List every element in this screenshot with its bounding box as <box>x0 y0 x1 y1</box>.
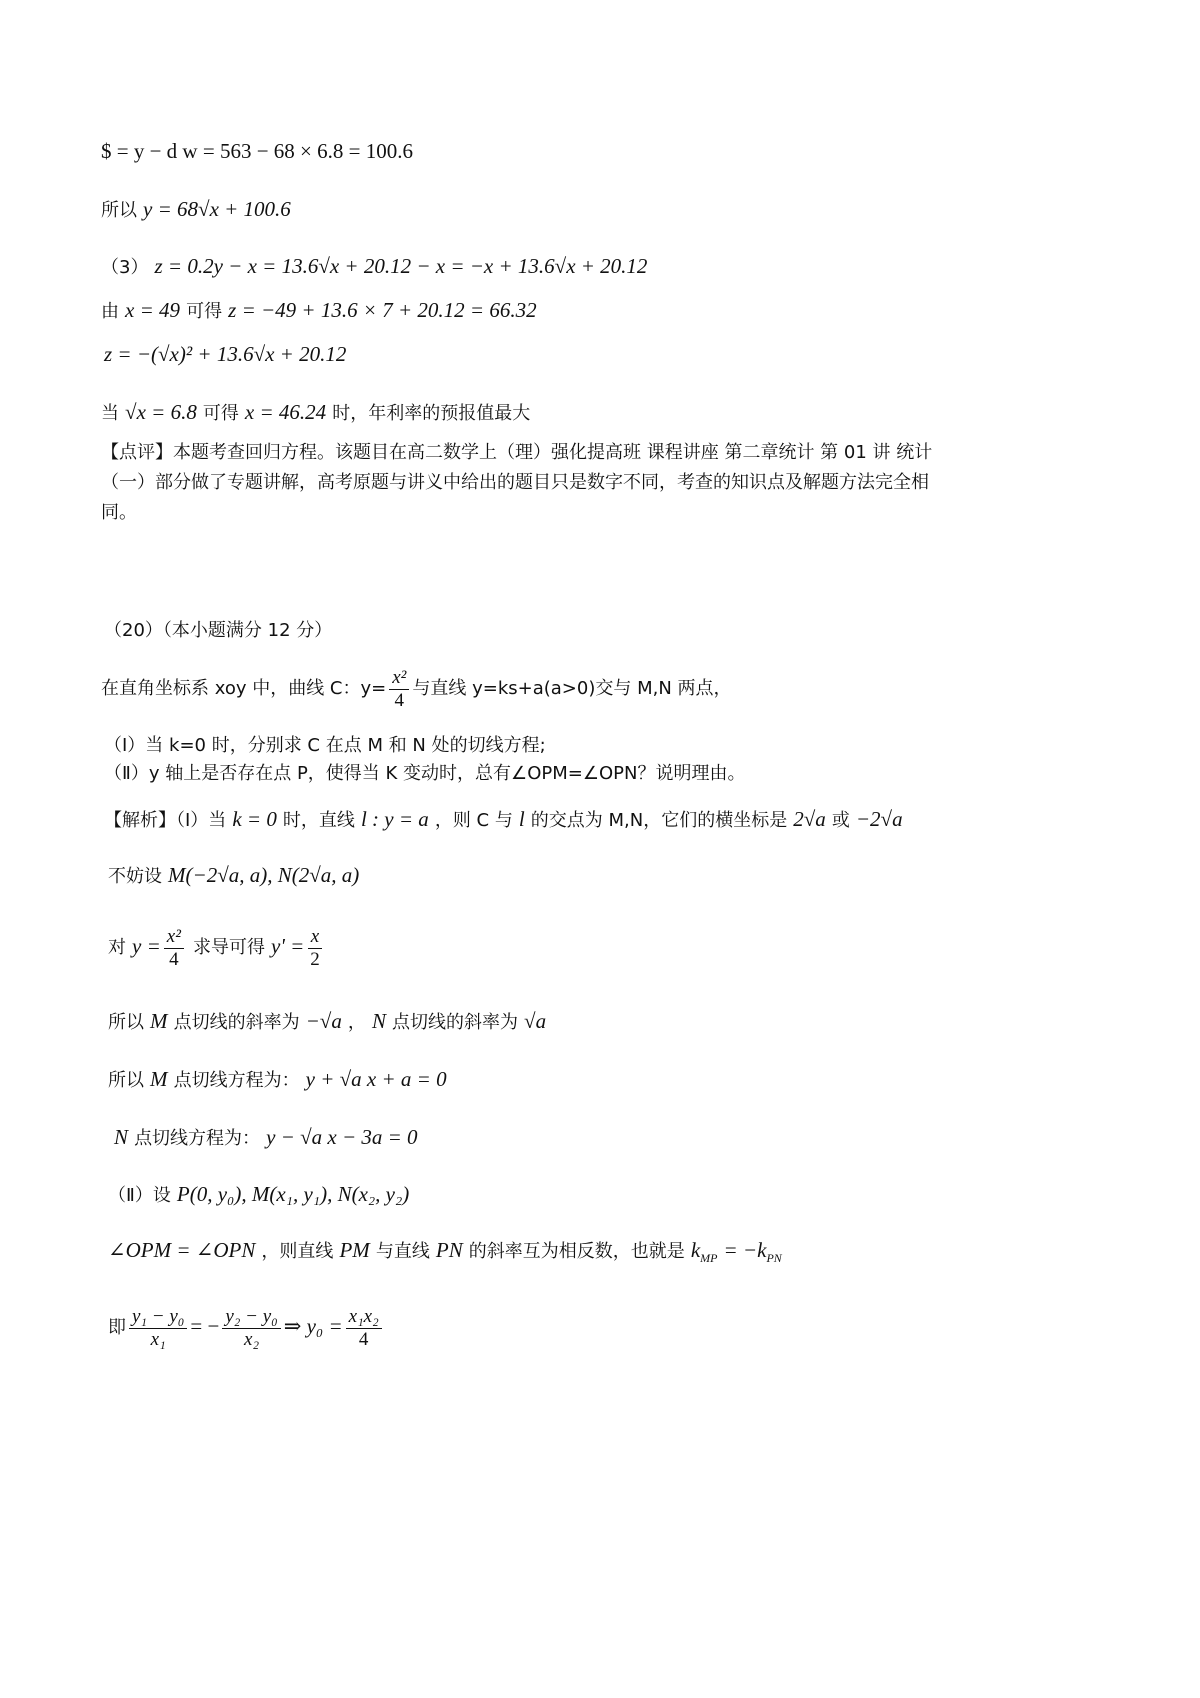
line-z-quadratic: z = −(√x)² + 13.6√x + 20.12 <box>104 342 347 366</box>
sol-line-5: 所以 M 点切线方程为： y + √a x + a = 0 <box>108 1067 447 1091</box>
review-line-1: 【点评】本题考查回归方程。该题目在高二数学上（理）强化提高班 课程讲座 第二章统计 第 01 讲 统计 <box>101 442 933 463</box>
sol-line-2: 不妨设 M(−2√a, a), N(2√a, a) <box>108 863 360 887</box>
sol-line-9: 即 $\frac{\text{y₁ − y₀}}{\text{x₁}}$ = − $\frac{\text{y₂ − y₀}}{\text{x₂}}$ ⇒ y₀ = $\frac{\text{x₁x₂}}{4}$ <box>108 1296 385 1358</box>
q20-part2: （Ⅱ）y 轴上是否存在点 P，使得当 K 变动时，总有∠OPM=∠OPN？说明理由。 <box>104 763 746 784</box>
sol-line-1: 【解析】（Ⅰ）当 k = 0 时，直线 l : y = a ，则 C 与 l 的交点为 M,N，它们的横坐标是 2√a 或 −2√a <box>104 807 903 831</box>
fraction: $\frac{x}{2}$ <box>307 926 323 971</box>
line-regression-result: 所以 y = 68√x + 100.6 <box>101 197 291 221</box>
sol-line-6: N 点切线方程为： y − √a x − 3a = 0 <box>114 1125 418 1149</box>
fraction: $\frac{\text{y₂ − y₀}}{\text{x₂}}$ <box>222 1306 280 1351</box>
sol-line-8: ∠OPM = ∠OPN ，则直线 PM 与直线 PN 的斜率互为相反数，也就是 $k_{MP} = -k_{PN}$ <box>108 1238 782 1266</box>
sol-line-7: （Ⅱ）设 P(0, y₀), M(x₁, y₁), N(x₂, y₂) <box>108 1182 410 1206</box>
q20-part1: （Ⅰ）当 k=0 时，分别求 C 在点 M 和 N 处的切线方程; <box>104 735 546 756</box>
q20-title: （20）（本小题满分 12 分） <box>104 620 333 641</box>
review-line-3: 同。 <box>101 502 137 523</box>
line-z-at-49: 由 x = 49 可得 z = −49 + 13.6 × 7 + 20.12 = 66.32 <box>101 298 537 322</box>
fraction: $\frac{\text{x²}}{4}$ <box>164 926 184 971</box>
q20-statement: 在直角坐标系 xoy 中，曲线 C：y= $\frac{\text{x²}}{4}$ 与直线 y=ks+a(a>0)交与 M,N 两点， <box>101 666 732 711</box>
review-line-2: （一）部分做了专题讲解，高考原题与讲义中给出的题目只是数字不同，考查的知识点及解题方法完全相 <box>101 472 929 493</box>
fraction: $\frac{\text{y₁ − y₀}}{\text{x₁}}$ <box>129 1306 187 1351</box>
sol-line-3: 对 y = $\frac{\text{x²}}{4}$ 求导可得 y' = $\frac{x}{2}$ <box>108 918 326 976</box>
fraction: $\frac{\text{x₁x₂}}{4}$ <box>346 1306 382 1351</box>
eq-intercept: $ = y − d w = 563 − 68 × 6.8 = 100.6 <box>101 139 413 163</box>
line-max: 当 √x = 6.8 可得 x = 46.24 时，年利率的预报值最大 <box>101 400 531 424</box>
sol-line-4: 所以 M 点切线的斜率为 −√a ， N 点切线的斜率为 √a <box>108 1009 547 1033</box>
line-part3-z: （3） z = 0.2y − x = 13.6√x + 20.12 − x = −x + 13.6√x + 20.12 <box>101 254 648 278</box>
fraction: $\frac{\text{x²}}{4}$ <box>389 667 409 712</box>
